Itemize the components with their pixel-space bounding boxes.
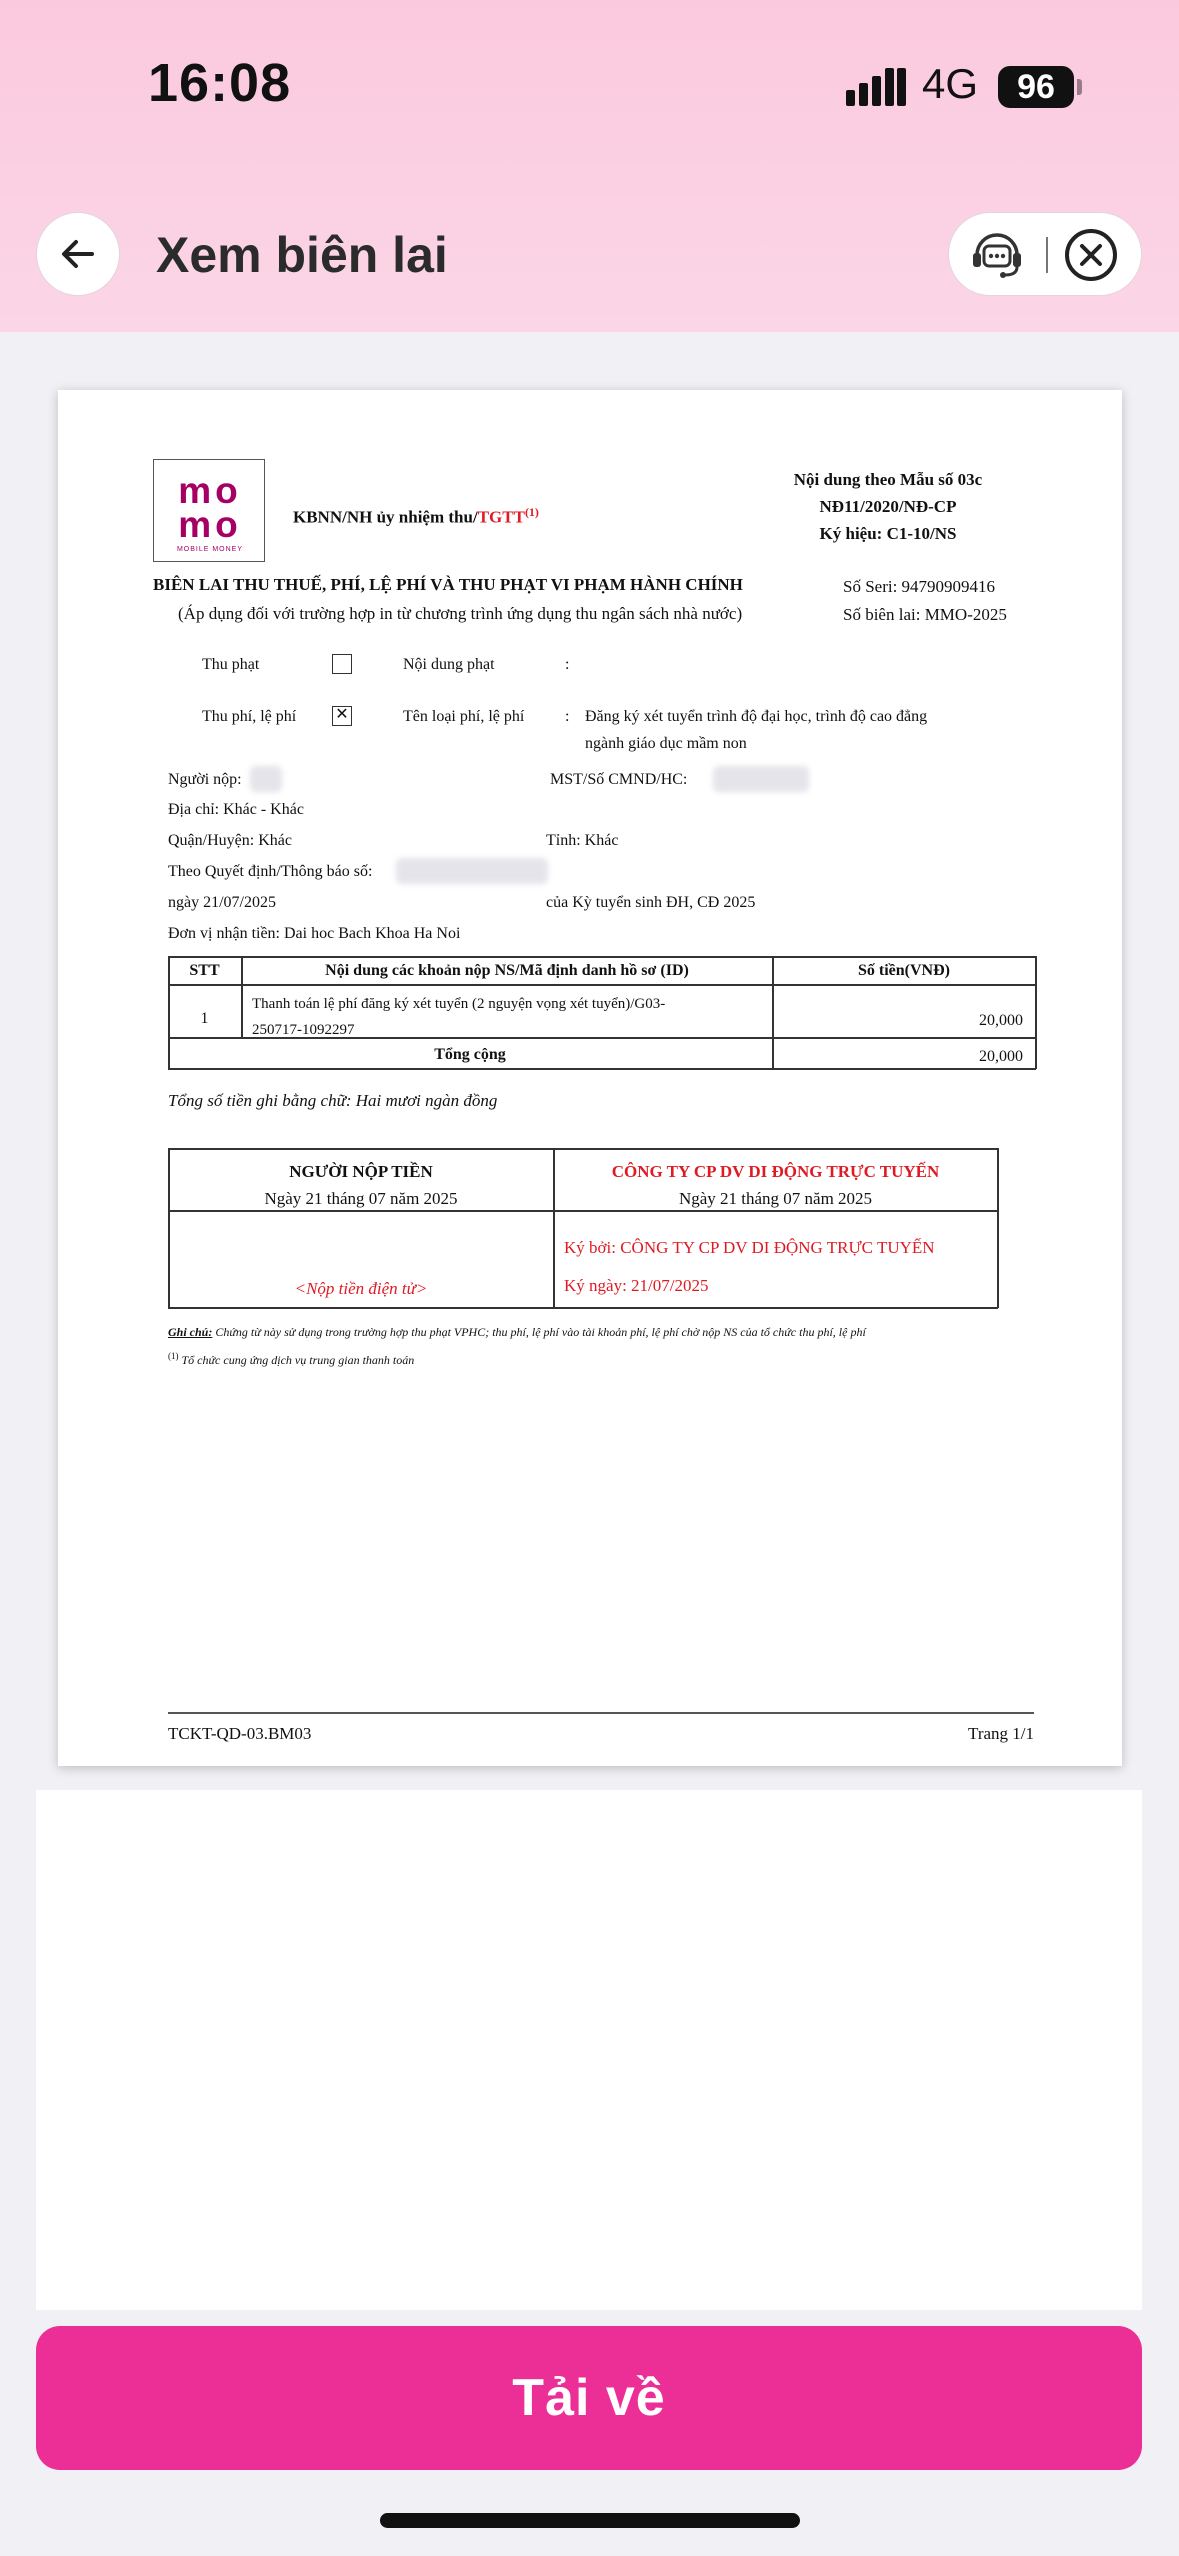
kbnn-text: KBNN/NH ủy nhiệm thu/ [293, 507, 478, 527]
close-icon[interactable] [1063, 227, 1119, 283]
table-border-right [1035, 956, 1037, 1069]
table-border-bottom [168, 1068, 1036, 1070]
note-text: Chứng từ này sử dụng trong trường hợp thu phạt VPHC; thu phí, lệ phí vào tài khoản phí, lệ phí chờ nộp NS của tổ chức thu phí, lệ phí [215, 1325, 866, 1339]
note-line-2 [168, 1351, 414, 1368]
page-title: Xem biên lai [156, 227, 448, 283]
table-border-header [168, 984, 1036, 986]
colon-2: : [565, 708, 570, 725]
ten-loai-value-1: Đăng ký xét tuyển trình độ đại học, trình độ cao đẳng [585, 708, 928, 725]
address: Địa chỉ: Khác - Khác [168, 801, 304, 818]
note-line-1 [168, 1325, 866, 1340]
colon-1: : [565, 656, 570, 673]
form-line3: Ký hiệu: C1-10/NS [819, 524, 957, 543]
arrow-left-icon [58, 234, 98, 274]
logo-subtitle: MOBILE MONEY [176, 546, 244, 553]
thu-phi-label: Thu phí, lệ phí [202, 708, 297, 725]
logo-line2: mo [178, 504, 242, 545]
ten-loai-label: Tên loại phí, lệ phí [403, 708, 525, 725]
table-row-amount: 20,000 [979, 1012, 1023, 1029]
document-subtitle: (Áp dụng đối với trường hợp in từ chương trình ứng dụng thu ngân sách nhà nước) [178, 604, 743, 623]
company-date: Ngày 21 tháng 07 năm 2025 [678, 1189, 873, 1208]
redacted-decision-number [396, 858, 548, 884]
app-header [0, 0, 1179, 332]
amount-in-words: Tổng số tiền ghi bằng chữ: Hai mươi ngàn đồng [168, 1091, 498, 1110]
table-border-top [168, 956, 1036, 958]
footer-code: TCKT-QD-03.BM03 [168, 1724, 312, 1743]
sig-border-top [168, 1148, 998, 1150]
form-line2: NĐ11/2020/NĐ-CP [819, 497, 957, 516]
thu-phat-label: Thu phạt [202, 656, 260, 673]
noi-dung-phat-label: Nội dung phạt [403, 656, 495, 673]
thu-phi-checkbox [332, 706, 352, 726]
signed-date: Ký ngày: 21/07/2025 [564, 1276, 709, 1295]
document-viewer[interactable] [36, 1790, 1142, 2310]
note-label: Ghi chú: [168, 1325, 213, 1339]
sig-border-bottom [168, 1307, 998, 1309]
table-header-amount: Số tiền(VNĐ) [858, 962, 950, 979]
table-header-content: Nội dung các khoản nộp NS/Mã định danh hồ sơ (ID) [325, 962, 689, 979]
actions-divider [1046, 237, 1048, 273]
battery-level: 96 [1017, 68, 1055, 106]
header-actions [948, 212, 1142, 296]
check-mark: ✕ [335, 706, 349, 723]
status-time: 16:08 [148, 53, 292, 113]
download-button[interactable]: Tải về [36, 2326, 1142, 2470]
support-chat-icon[interactable] [969, 229, 1025, 281]
table-row-content-2: 250717-1092297 [252, 1022, 355, 1038]
thu-phat-checkbox [332, 654, 352, 674]
district: Quận/Huyện: Khác [168, 832, 292, 849]
company-title: CÔNG TY CP DV DI ĐỘNG TRỰC TUYẾN [611, 1162, 940, 1181]
mst-label: MST/Số CMND/HC: [550, 771, 688, 788]
receiving-unit: Đơn vị nhận tiền: Dai hoc Bach Khoa Ha Noi [168, 925, 461, 942]
decision-date: ngày 21/07/2025 [168, 894, 276, 911]
redacted-id-number [713, 766, 809, 792]
kbnn-label [293, 505, 539, 528]
logo-line1: mo [178, 470, 242, 511]
table-row-stt: 1 [200, 1010, 209, 1027]
table-row-content-1: Thanh toán lệ phí đăng ký xét tuyển (2 nguyện vọng xét tuyển)/G03- [252, 996, 666, 1012]
momo-logo [153, 459, 265, 562]
signal-icon [846, 68, 906, 108]
province: Tỉnh: Khác [546, 832, 619, 849]
note2-text: Tổ chức cung ứng dịch vụ trung gian thanh toán [181, 1353, 415, 1367]
sig-border-mid [168, 1210, 998, 1212]
table-header-stt: STT [189, 962, 220, 979]
serial-number: Số Seri: 94790909416 [843, 577, 996, 596]
document-title: BIÊN LAI THU THUẾ, PHÍ, LỆ PHÍ VÀ THU PHẠT VI PHẠM HÀNH CHÍNH [153, 575, 743, 594]
tgtt-text: TGTT [477, 507, 525, 527]
decision-label: Theo Quyết định/Thông báo số: [168, 863, 373, 880]
table-total-amount: 20,000 [979, 1048, 1023, 1065]
battery-icon [998, 66, 1074, 108]
table-total-label: Tổng cộng [434, 1046, 506, 1063]
note2-mark: (1) [168, 1351, 179, 1361]
ten-loai-value-2: ngành giáo dục mầm non [585, 735, 747, 752]
form-line1: Nội dung theo Mẫu số 03c [793, 470, 983, 489]
redacted-payer-name [250, 766, 282, 792]
payer-title: NGƯỜI NỘP TIỀN [289, 1162, 433, 1181]
footer-divider [168, 1712, 1034, 1714]
battery-tip [1077, 79, 1082, 95]
receipt-document [58, 390, 1122, 1766]
payer-e-signature: <Nộp tiền điện tử> [294, 1279, 428, 1298]
payer-date: Ngày 21 tháng 07 năm 2025 [264, 1189, 458, 1208]
footer-page: Trang 1/1 [968, 1724, 1034, 1743]
back-button[interactable] [36, 212, 120, 296]
footnote-mark: (1) [524, 505, 539, 519]
home-indicator [380, 2513, 800, 2528]
receipt-number: Số biên lai: MMO-2025 [843, 605, 1007, 624]
network-type: 4G [922, 60, 979, 107]
signed-by: Ký bởi: CÔNG TY CP DV DI ĐỘNG TRỰC TUYẾN [564, 1238, 935, 1257]
nguoi-nop-label: Người nộp: [168, 771, 242, 788]
decision-issuer: của Kỳ tuyển sinh ĐH, CĐ 2025 [546, 894, 756, 911]
sig-border-right [997, 1148, 999, 1308]
